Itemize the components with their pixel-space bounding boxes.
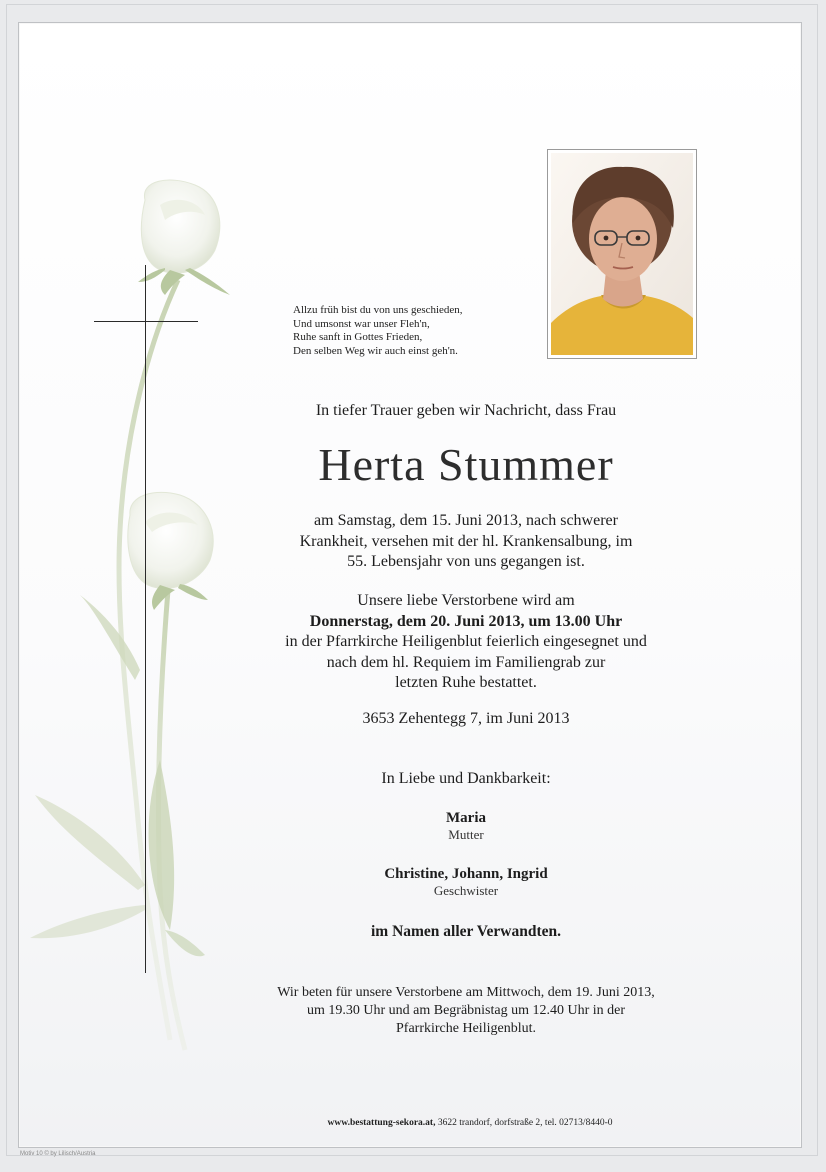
funeral-line: Unsere liebe Verstorbene wird am bbox=[357, 592, 575, 609]
leaf bbox=[165, 930, 205, 956]
prayer-line: um 19.30 Uhr und am Begräbnistag um 12.40 Uhr in der bbox=[306, 1003, 626, 1018]
funeral-line: nach dem hl. Requiem im Familiengrab zur bbox=[326, 653, 606, 671]
cross-horizontal-line bbox=[94, 321, 198, 322]
funeral-home-website[interactable]: www.bestattung-sekora.at, bbox=[327, 1118, 436, 1128]
leaf bbox=[80, 595, 140, 680]
prayer-line: Wir beten für unsere Verstorbene am Mittwoch, dem 19. Juni 2013, bbox=[277, 985, 655, 1000]
mourner-relation: Mutter bbox=[448, 827, 484, 842]
poem-line: Allzu früh bist du von uns geschieden, bbox=[293, 304, 463, 316]
place-and-date: 3653 Zehentegg 7, im Juni 2013 bbox=[362, 710, 570, 727]
lower-rose bbox=[128, 492, 213, 610]
funeral-home-address: 3622 trandorf, dorfstraße 2, tel. 02713/8440-0 bbox=[435, 1118, 613, 1128]
mourner-name: Christine, Johann, Ingrid bbox=[384, 866, 548, 882]
prayer-line: Pfarrkirche Heiligenblut. bbox=[396, 1021, 536, 1036]
cross-vertical-line bbox=[145, 265, 146, 973]
funeral-date: Donnerstag, dem 20. Juni 2013, um 13.00 Uhr bbox=[309, 612, 623, 630]
poem-line: Ruhe sanft in Gottes Frieden, bbox=[293, 331, 423, 343]
leaf bbox=[149, 760, 175, 930]
mourner-name: Maria bbox=[446, 810, 486, 826]
relatives-note: im Namen aller Verwandten. bbox=[370, 923, 561, 940]
funeral-home-footer bbox=[200, 1118, 740, 1128]
portrait-photo-frame bbox=[547, 149, 697, 359]
death-line: 55. Lebensjahr von uns gegangen ist. bbox=[347, 553, 585, 570]
mourner-entry bbox=[220, 810, 712, 843]
thanks-heading: In Liebe und Dankbarkeit: bbox=[381, 770, 551, 787]
prayer-details bbox=[220, 984, 712, 1038]
imprint: Motiv 10 © by Lilisch/Austria bbox=[20, 1151, 96, 1157]
funeral-details bbox=[220, 591, 712, 694]
death-line: am Samstag, dem 15. Juni 2013, nach schwerer bbox=[314, 512, 618, 529]
announcement-intro: In tiefer Trauer geben wir Nachricht, dass Frau bbox=[315, 402, 617, 419]
leaf bbox=[35, 795, 145, 890]
poem-line: Und umsonst war unser Fleh'n, bbox=[293, 317, 430, 330]
portrait-photo bbox=[551, 153, 693, 355]
deceased-name: Herta Stummer bbox=[318, 439, 614, 490]
mourner-entry bbox=[220, 866, 712, 899]
upper-rose bbox=[138, 180, 230, 295]
funeral-line: letzten Ruhe bestattet. bbox=[395, 674, 537, 691]
leaf bbox=[30, 905, 145, 938]
mourner-relation: Geschwister bbox=[433, 883, 499, 898]
death-line: Krankheit, versehen mit der hl. Krankensalbung, im bbox=[299, 532, 633, 550]
poem-line: Den selben Weg wir auch einst geh'n. bbox=[293, 344, 458, 357]
death-details bbox=[220, 511, 712, 573]
funeral-line: in der Pfarrkirche Heiligenblut feierlich eingesegnet und bbox=[285, 633, 647, 650]
poem bbox=[293, 304, 533, 358]
